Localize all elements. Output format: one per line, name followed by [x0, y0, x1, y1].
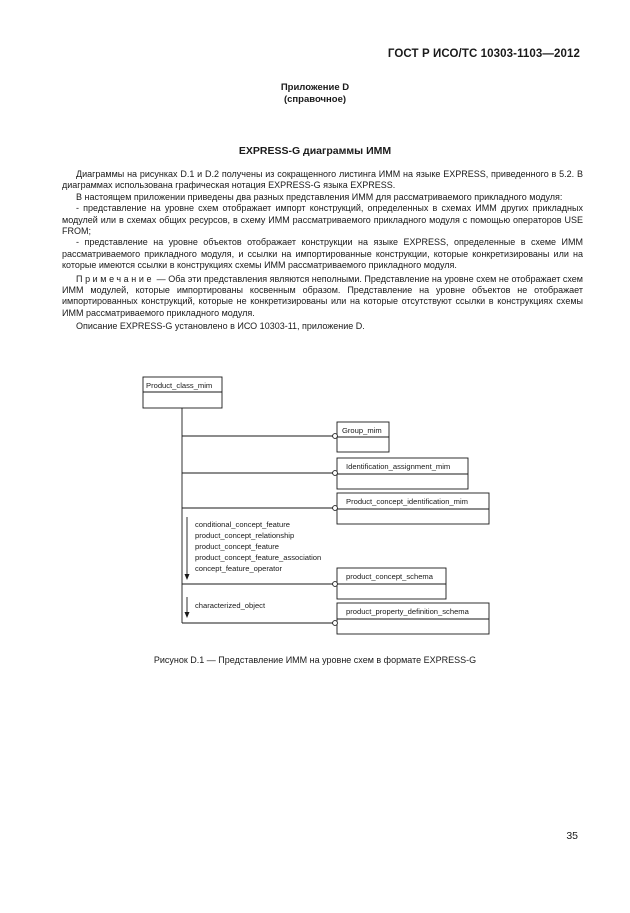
target-schema-label: product_concept_schema — [346, 572, 433, 581]
target-schema-label: product_property_definition_schema — [346, 607, 469, 616]
note-text: — Оба эти представления являются неполными. Представление на уровне схем не отображает схем ИММ модулей, которые импортированы косвенным образом. Представление на уровне объектов не отображает импортированных конструкций, которые не конкретизированы или на которые отсутствуют ссылки в конструкциях схемы ИММ рассматриваемого прикладного модуля. — [62, 273, 583, 318]
reference-label: product_concept_relationship — [195, 531, 295, 540]
annex-subtitle: (справочное) — [283, 94, 347, 105]
paragraph: В настоящем приложении приведены два разных представления ИММ для рассматриваемого прикладного модуля: — [76, 191, 563, 202]
figure-caption: Рисунок D.1 — Представление ИММ на уровне схем в формате EXPRESS-G — [153, 655, 477, 665]
paragraph: - представление на уровне объектов отображает конструкции на языке EXPRESS, определенные в схеме ИММ рассматриваемого прикладного модуля, и ссылки на импортированные конструкции, которые конкретизированы или на которые имеются ссылки в конструкциях схемы ИММ рассматриваемого прикладного модуля. — [62, 237, 583, 271]
target-schema-label: Identification_assignment_mim — [346, 462, 451, 471]
annex-title: Приложение D — [280, 82, 350, 93]
reference-label: conditional_concept_feature — [195, 520, 290, 529]
reference-label: product_concept_feature — [195, 542, 280, 551]
section-title: EXPRESS-G диаграммы ИММ — [238, 145, 392, 157]
target-schema-label: Product_concept_identification_mim — [346, 497, 468, 506]
target-schema-label: Group_mim — [342, 426, 382, 435]
reference-label: characterized_object — [195, 601, 266, 610]
note-label: Примечание — [76, 273, 155, 284]
paragraph: - представление на уровне схем отображает импорт конструкций, определенных в схемах ИММ других прикладных модулей или в схемах общих ресурсов, в схему ИММ рассматриваемого прикладного модуля с помощью операторов USE FROM; — [62, 203, 583, 237]
reference-label: product_concept_feature_association — [195, 553, 322, 562]
source-schema-label: Product_class_mim — [146, 381, 213, 390]
reference-label: concept_feature_operator — [195, 564, 282, 573]
standard-code-header: ГОСТ Р ИСО/ТС 10303-1103—2012 — [387, 48, 580, 60]
page-number: 35 — [566, 830, 578, 842]
paragraph: Описание EXPRESS-G установлено в ИСО 10303-11, приложение D. — [76, 321, 365, 332]
paragraph: Диаграммы на рисунках D.1 и D.2 получены из сокращенного листинга ИММ на языке EXPRESS, приведенного в 5.2. В диаграммах использована графическая нотация EXPRESS-G языка EXPRESS. — [62, 169, 583, 191]
